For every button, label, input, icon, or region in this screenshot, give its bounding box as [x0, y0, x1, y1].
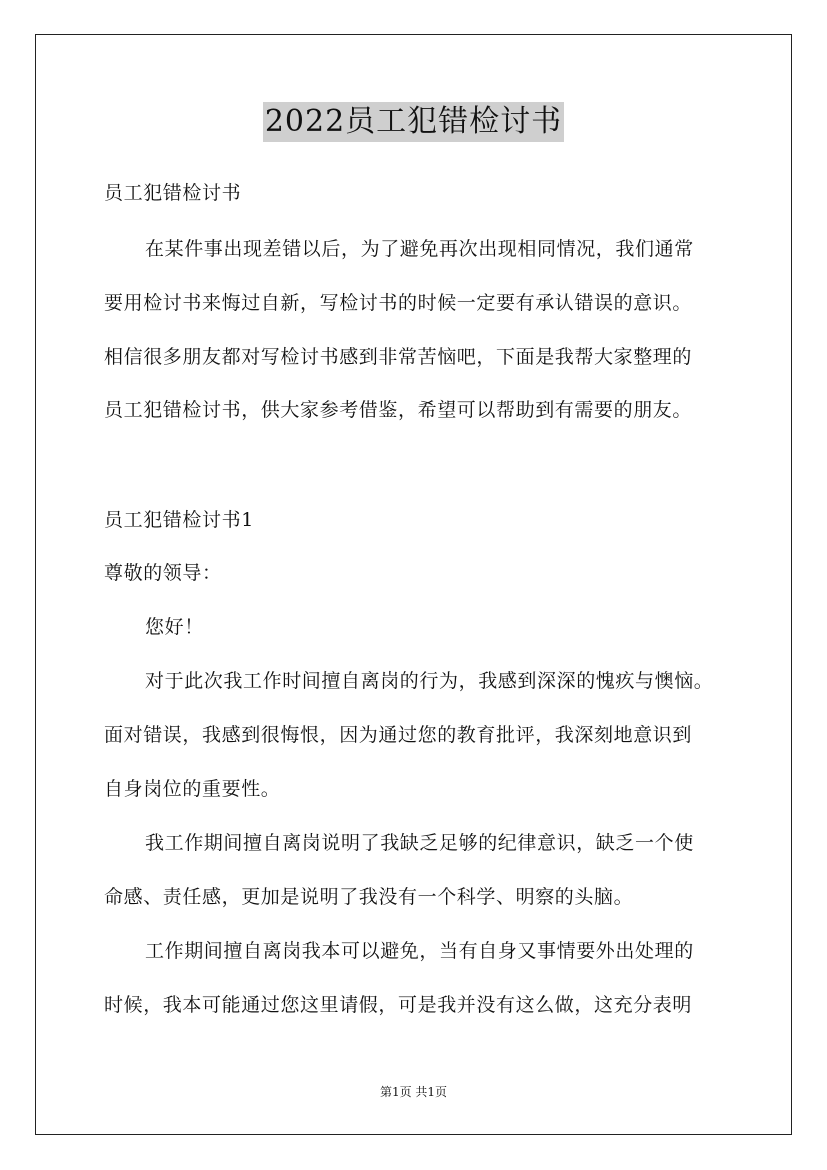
- section-heading: 员工犯错检讨书: [104, 182, 242, 204]
- greeting: 您好！: [145, 616, 204, 638]
- paragraph-line: 自身岗位的重要性。: [104, 778, 281, 800]
- paragraph-line: 对于此次我工作时间擅自离岗的行为，我感到深深的愧疚与懊恼。: [145, 670, 714, 692]
- page-footer: 第1页 共1页: [379, 1085, 448, 1099]
- paragraph-line: 相信很多朋友都对写检讨书感到非常苦恼吧，下面是我帮大家整理的: [104, 346, 693, 368]
- document-title: 2022员工犯错检讨书: [263, 102, 564, 142]
- paragraph-line: 时候，我本可能通过您这里请假，可是我并没有这么做，这充分表明: [104, 994, 693, 1016]
- paragraph-line: 在某件事出现差错以后，为了避免再次出现相同情况，我们通常: [145, 238, 694, 260]
- salutation: 尊敬的领导：: [104, 562, 222, 584]
- title-container: [0, 102, 827, 142]
- paragraph-line: 员工犯错检讨书，供大家参考借鉴，希望可以帮助到有需要的朋友。: [104, 399, 693, 421]
- paragraph-line: 命感、责任感，更加是说明了我没有一个科学、明察的头脑。: [104, 886, 634, 908]
- paragraph-line: 我工作期间擅自离岗说明了我缺乏足够的纪律意识，缺乏一个使: [145, 832, 694, 854]
- paragraph-line: 要用检讨书来悔过自新，写检讨书的时候一定要有承认错误的意识。: [104, 292, 693, 314]
- section-heading: 员工犯错检讨书1: [104, 509, 254, 531]
- paragraph-line: 面对错误，我感到很悔恨，因为通过您的教育批评，我深刻地意识到: [104, 724, 693, 746]
- paragraph-line: 工作期间擅自离岗我本可以避免，当有自身又事情要外出处理的: [145, 940, 694, 962]
